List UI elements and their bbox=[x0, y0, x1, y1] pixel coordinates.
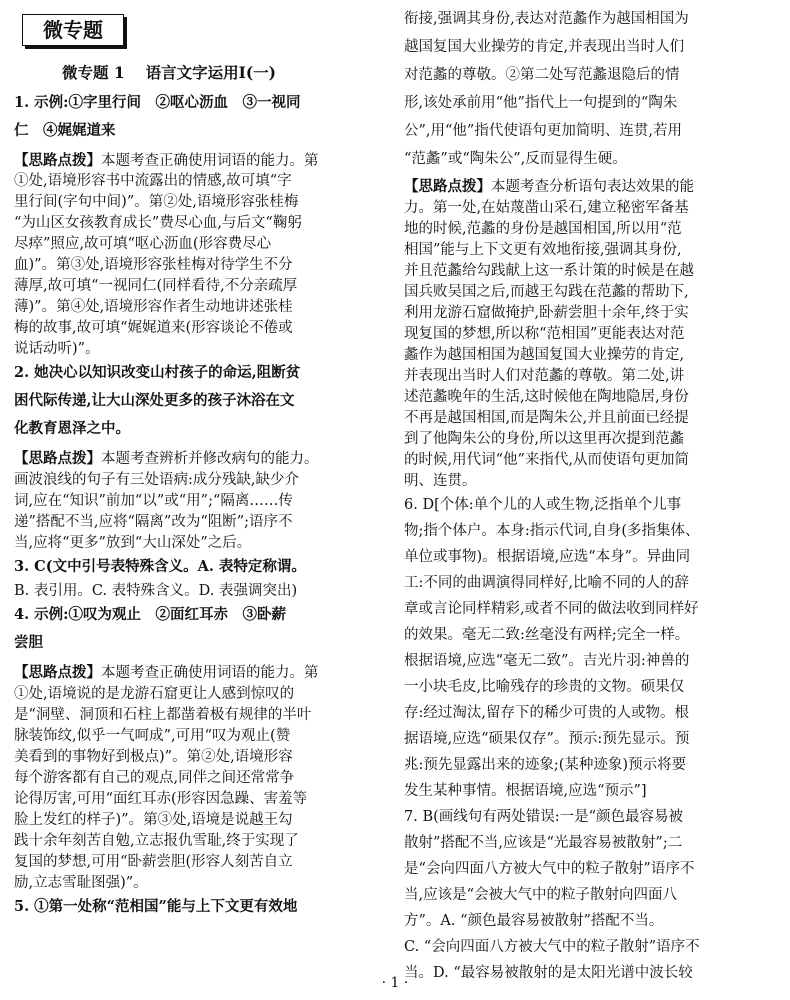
text-line: 蠡作为越国相国为越国复国大业操劳的肯定, bbox=[404, 347, 685, 363]
text-line: 公”,用“他”指代使语句更加简明、连贯,若用 bbox=[404, 123, 682, 139]
text-line: 当,应将“更多”放到“大山深处”之后。 bbox=[14, 535, 252, 551]
text-line: 存:经过淘汰,留存下的稀少可贵的人或物。根 bbox=[404, 705, 689, 721]
text-line: 方”。A. “颜色最容易被散射”搭配不当。 bbox=[404, 913, 664, 929]
text-line: 梅的故事,故可填“娓娓道来(形容谈论不倦或 bbox=[14, 320, 293, 336]
text-line: 工:不同的曲调演得同样好,比喻不同的人的辞 bbox=[404, 575, 689, 591]
text-line: 相国”能与上下文更有效地衔接,强调其身份, bbox=[404, 242, 682, 258]
text-line: 【思路点拨】本题考查正确使用词语的能力。第 bbox=[14, 664, 319, 681]
text-line: 是“洞壁、洞顶和石柱上都凿着极有规律的半叶 bbox=[14, 707, 312, 723]
page-number: · 1 · bbox=[381, 975, 409, 991]
text-line: 一小块毛皮,比喻残存的珍贵的文物。硕果仅 bbox=[404, 679, 685, 695]
hint-label: 【思路点拨】 bbox=[14, 152, 101, 169]
text-line: 仁 ④娓娓道来 bbox=[14, 122, 116, 139]
text-line: 践十余年刻苦自勉,立志报仇雪耻,终于实现了 bbox=[14, 833, 299, 849]
text-line: 对范蠡的尊敬。②第二处写范蠡退隐后的情 bbox=[404, 67, 680, 83]
text-line: 递”搭配不当,应将“隔离”改为“阻断”;语序不 bbox=[14, 514, 293, 530]
text-line: 5. ①第一处称“范相国”能与上下文更有效地 bbox=[14, 898, 298, 915]
text-line: 词,应在“知识”前加“以”或“用”;“隔离……传 bbox=[14, 493, 293, 509]
text-line: 国兵败吴国之后,而越王勾践在范蠡的帮助下, bbox=[404, 284, 689, 300]
text-line: 不再是越国相国,而是陶朱公,并且前面已经提 bbox=[404, 410, 689, 426]
text-line: “范蠡”或“陶朱公”,反而显得生硬。 bbox=[404, 151, 627, 167]
text-line: 尽瘁”照应,故可填“呕心沥血(形容费尽心 bbox=[14, 236, 272, 252]
text-line: 越国复国大业操劳的肯定,并表现出当时人们 bbox=[404, 39, 685, 55]
text-line: 2. 她决心以知识改变山村孩子的命运,阻断贫 bbox=[14, 364, 301, 381]
text-line: 当,应该是“会被大气中的粒子散射向四面八 bbox=[404, 887, 678, 903]
text-line: 画波浪线的句子有三处语病:成分残缺,缺少介 bbox=[14, 472, 299, 488]
text-line: 单位或事物)。根据语境,应选“本身”。异曲同 bbox=[404, 549, 691, 565]
text-line: 物;指个体户。本身:指示代词,自身(多指集体、 bbox=[404, 523, 700, 539]
text-line: 衔接,强调其身份,表达对范蠡作为越国相国为 bbox=[404, 11, 689, 27]
text-line: 是“会向四面八方被大气中的粒子散射”语序不 bbox=[404, 861, 695, 877]
text-line: 脸上发红的样子)”。第③处,语境是说越王勾 bbox=[14, 812, 293, 828]
text-line: C. “会向四面八方被大气中的粒子散射”语序不 bbox=[404, 939, 700, 955]
text-line: 励,立志雪耻图强)”。 bbox=[14, 875, 148, 891]
text-line: 现复国的梦想,所以称“范相国”更能表达对范 bbox=[404, 326, 685, 342]
text-line: 1. 示例:①字里行间 ②呕心沥血 ③一视同 bbox=[14, 94, 301, 111]
text-line: 章或言论同样精彩,或者不同的做法收到同样好 bbox=[404, 601, 699, 617]
text-line: 困代际传递,让大山深处更多的孩子沐浴在文 bbox=[14, 392, 295, 409]
text-line: 利用龙游石窟做掩护,卧薪尝胆十余年,终于实 bbox=[404, 305, 689, 321]
text-line: 血)”。第③处,语境形容张桂梅对待学生不分 bbox=[14, 257, 293, 273]
text-line: 【思路点拨】本题考查辨析并修改病句的能力。 bbox=[14, 450, 319, 467]
text-line: 根据语境,应选“毫无二致”。吉光片羽:神兽的 bbox=[404, 653, 690, 669]
subtitle: 微专题 1 语言文字运用Ⅰ(一) bbox=[62, 63, 276, 82]
text-line: 复国的梦想,可用“卧薪尝胆(形容人刻苦自立 bbox=[14, 854, 293, 870]
text-line: 化教育恩泽之中。 bbox=[14, 420, 130, 437]
text-line: 里行间(字句中间)”。第②处,语境形容张桂梅 bbox=[14, 194, 299, 210]
text-line: 兆:预先显露出来的迹象;(某种迹象)预示将要 bbox=[404, 757, 687, 773]
text-line: 4. 示例:①叹为观止 ②面红耳赤 ③卧薪 bbox=[14, 606, 287, 623]
text-line: 发生某种事情。根据语境,应选“预示”] bbox=[404, 783, 647, 799]
text-line: 7. B(画线句有两处错误:一是“颜色最容易被 bbox=[404, 809, 684, 825]
text-line: 3. C(文中引号表特殊含义。A. 表特定称谓。 bbox=[14, 558, 306, 575]
text-line: “为山区女孩教育成长”费尽心血,与后文“鞠躬 bbox=[14, 215, 302, 231]
section-title-box: 微专题 bbox=[22, 14, 124, 46]
text-line: 并且范蠡给勾践献上这一系计策的时候是在越 bbox=[404, 263, 694, 279]
text-line: 当。D. “最容易被散射的是太阳光谱中波长较 bbox=[404, 965, 693, 981]
text-line: 明、连贯。 bbox=[404, 473, 477, 489]
text-line: 薄)”。第④处,语境形容作者生动地讲述张桂 bbox=[14, 299, 293, 315]
text-line: 脉装饰纹,似乎一气呵成”,可用“叹为观止(赞 bbox=[14, 728, 291, 744]
text-line: 【思路点拨】本题考查分析语句表达效果的能 bbox=[404, 178, 694, 195]
hint-label: 【思路点拨】 bbox=[404, 178, 491, 195]
text-line: 的时候,用代词“他”来指代,从而使语句更加简 bbox=[404, 452, 690, 468]
text-line: 据语境,应选“硕果仅存”。预示:预先显示。预 bbox=[404, 731, 690, 747]
text-line: 6. D[个体:单个儿的人或生物,泛指单个儿事 bbox=[404, 497, 682, 513]
text-line: 并表现出当时人们对范蠡的尊敬。第二处,讲 bbox=[404, 368, 685, 384]
text-line: B. 表引用。C. 表特殊含义。D. 表强调突出) bbox=[14, 583, 298, 599]
text-line: 述范蠡晚年的生活,这时候他在陶地隐居,身份 bbox=[404, 389, 689, 405]
text-line: 薄厚,故可填“一视同仁(同样看待,不分亲疏厚 bbox=[14, 278, 298, 294]
text-line: 尝胆 bbox=[14, 634, 43, 651]
text-line: 的效果。毫无二致:丝毫没有两样;完全一样。 bbox=[404, 627, 690, 643]
text-line: ①处,语境形容书中流露出的情感,故可填“字 bbox=[14, 173, 292, 189]
hint-label: 【思路点拨】 bbox=[14, 664, 101, 681]
text-line: 每个游客都有自己的观点,同伴之间还常常争 bbox=[14, 770, 295, 786]
text-line: 力。第一处,在姑蔑凿山采石,建立秘密军备基 bbox=[404, 200, 689, 216]
text-line: 到了他陶朱公的身份,所以这里再次提到范蠡 bbox=[404, 431, 685, 447]
text-line: 美看到的事物好到极点)”。第②处,语境形容 bbox=[14, 749, 293, 765]
text-line: 说话动听)”。 bbox=[14, 341, 100, 357]
text-line: 【思路点拨】本题考查正确使用词语的能力。第 bbox=[14, 152, 319, 169]
text-line: ①处,语境说的是龙游石窟更让人感到惊叹的 bbox=[14, 686, 295, 702]
hint-label: 【思路点拨】 bbox=[14, 450, 101, 467]
text-line: 形,该处承前用“他”指代上一句提到的“陶朱 bbox=[404, 95, 678, 111]
text-line: 地的时候,范蠡的身份是越国相国,所以用“范 bbox=[404, 221, 682, 237]
text-line: 散射”搭配不当,应该是“光最容易被散射”;二 bbox=[404, 835, 683, 851]
text-line: 论得厉害,可用“面红耳赤(形容因急躁、害羞等 bbox=[14, 791, 308, 807]
